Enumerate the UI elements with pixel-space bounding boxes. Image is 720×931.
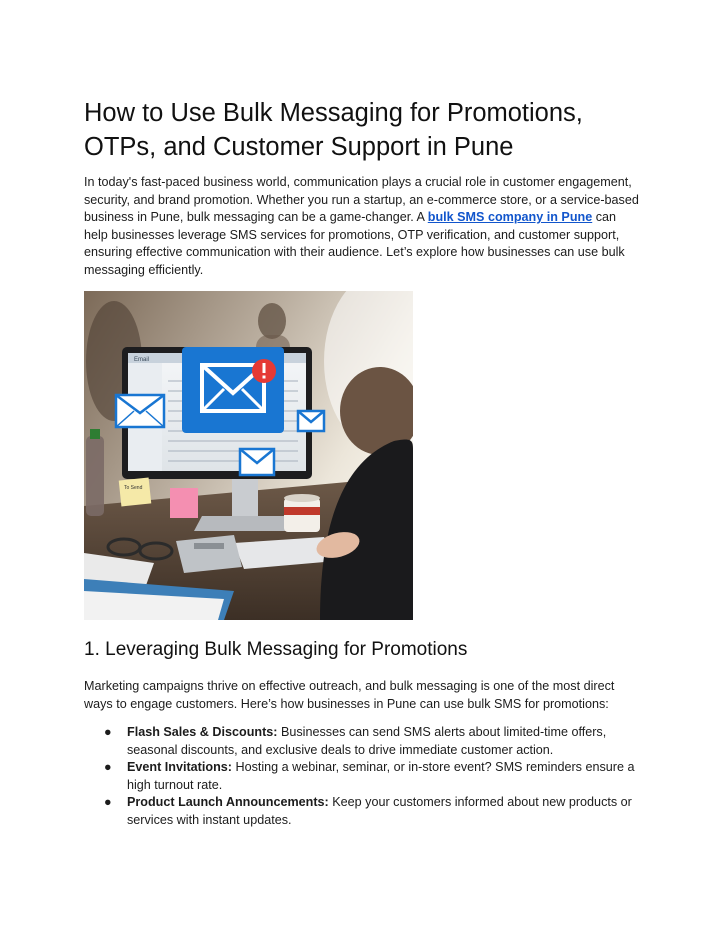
promotions-bullet-list — [84, 724, 640, 830]
document-title: How to Use Bulk Messaging for Promotions, OTPs, and Customer Support in Pune — [84, 99, 583, 161]
sticky-note-text: To Send — [124, 485, 143, 491]
bullet-marker: ● — [104, 795, 112, 810]
list-item-text: Businesses can send SMS alerts about limited-time offers, seasonal discounts, and exclusive deals to drive immediate customer action. — [127, 725, 607, 757]
section-intro-paragraph: Marketing campaigns thrive on effective outreach, and bulk messaging is one of the most direct ways to engage customers. Here’s how businesses in Pune can use bulk SMS for promotions: — [84, 679, 615, 711]
list-item — [84, 724, 640, 759]
bullet-marker: ● — [104, 760, 112, 775]
bulk-sms-company-link[interactable]: bulk SMS company in Pune — [427, 210, 593, 225]
list-item-title: Event Invitations: — [127, 760, 232, 775]
intro-text-before-link: In today's fast-paced business world, communication plays a crucial role in customer engagement, security, and brand promotion. Whether you run a startup, an e-commerce store, or a service-based business in Pune, bulk messaging can be a game-changer. A — [84, 175, 639, 225]
section-heading: 1. Leveraging Bulk Messaging for Promotions — [84, 639, 468, 660]
list-item — [84, 759, 640, 794]
screen-header-text: Email — [134, 357, 150, 363]
hero-image — [84, 291, 413, 620]
intro-text-after-link: can help businesses leverage SMS services for promotions, OTP verification, and customer support, ensuring effective communication with their audience. Let’s explore how businesses can use bulk messaging efficiently. — [84, 210, 625, 277]
bullet-marker: ● — [104, 725, 112, 739]
mail-tile — [182, 347, 284, 433]
intro-paragraph — [84, 174, 640, 280]
list-item-title: Flash Sales & Discounts: — [127, 725, 278, 739]
list-item-title: Product Launch Announcements: — [127, 795, 329, 810]
list-item-text: Keep your customers informed about new products or services with instant updates. — [127, 795, 632, 827]
list-item — [84, 794, 640, 829]
list-item-text: Hosting a webinar, seminar, or in-store event? SMS reminders ensure a high turnout rate. — [127, 760, 635, 792]
